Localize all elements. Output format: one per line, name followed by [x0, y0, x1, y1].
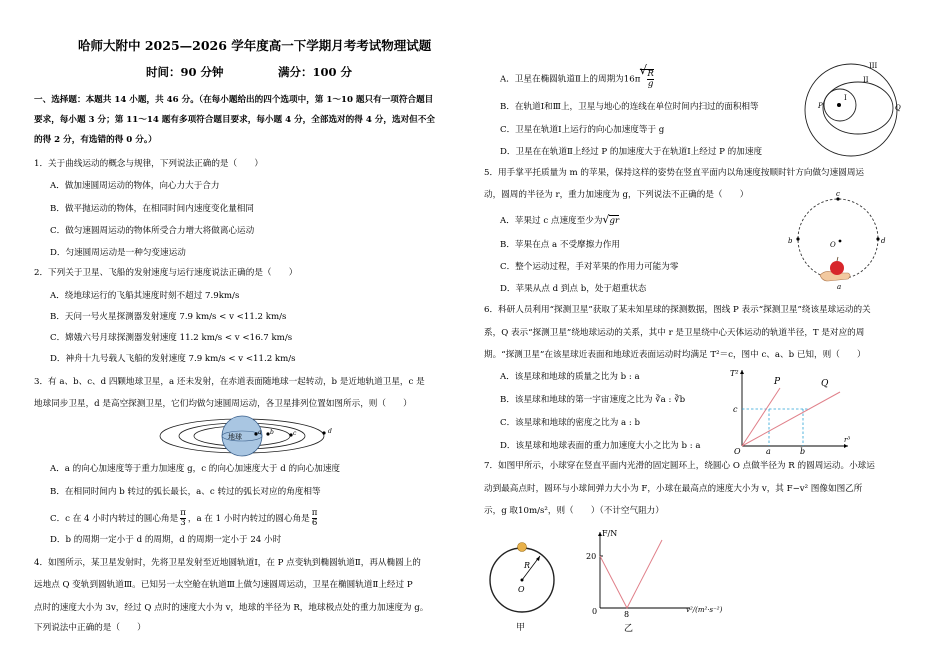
q6-label-T2: T² [730, 369, 739, 378]
q5-option-b: B．苹果在点 a 不受摩擦力作用 [500, 240, 621, 250]
q3-option-c-prefix: C．c 在 4 小时内转过的圆心角是 [50, 514, 179, 524]
q3-label-d: d [328, 428, 332, 435]
section-instructions-1: 一、选择题：本题共 14 小题，共 46 分。（在每小题给出的四个选项中，第 1～10 题只有一项符合题目 [34, 95, 434, 105]
q1-option-d: D．匀速圆周运动是一种匀变速运动 [50, 248, 186, 258]
q1-stem: 1．关于曲线运动的概念与规律，下列说法正确的是（ ） [34, 159, 263, 169]
q5-stem-1: 5．用手掌平托质量为 m 的苹果，保持这样的姿势在竖直平面内以角速度按顺时针方向做匀速圆周运 [484, 168, 865, 178]
q4-label-P: P [818, 102, 823, 110]
q3-earth-label: 地球 [228, 433, 242, 441]
q7-stem-3: 示，g 取10m/s²，则（ ）（不计空气阻力） [484, 506, 664, 516]
q5-stem-2: 动，圆周的半径为 r，重力加速度为 g，下列说法不正确的是（ ） [484, 190, 749, 200]
q3-option-c [50, 509, 319, 528]
q4-stem-1: 4．如图所示，某卫星发射时，先将卫星发射至近地圆轨道Ⅰ，在 P 点变轨到椭圆轨道Ⅱ，再从椭圆上的 [34, 558, 421, 568]
q4-label-II: II [863, 76, 869, 84]
q5-label-b: b [788, 237, 793, 245]
q4-option-c: C．卫星在轨道Ⅰ上运行的向心加速度等于 g [500, 125, 665, 135]
q3-option-d: D．b 的周期一定小于 d 的周期，d 的周期一定小于 24 小时 [50, 535, 282, 545]
q5-radicand: gr [609, 216, 620, 226]
q4-stem-3: 点时的速度大小为 3v，经过 Q 点时的速度大小为 v，地球的半径为 R，地球极点处的重力加速度为 g。 [34, 603, 429, 613]
q6-stem-1: 6．科研人员利用“探测卫星”获取了某未知星球的探测数据，图线 P 表示“探测卫星”绕该星球运动的关 [484, 305, 871, 315]
q6-label-a: a [766, 447, 771, 456]
q4-label-III: III [869, 62, 878, 70]
exam-score: 满分：100 分 [278, 65, 353, 79]
q4-frac-num: R [647, 69, 654, 79]
q7-label-FN: F/N [602, 529, 618, 538]
q3-label-b: b [270, 429, 274, 436]
q1-option-a: A．做加速圆周运动的物体，向心力大于合力 [50, 181, 220, 191]
q7-stem-1: 7．如图甲所示，小球穿在竖直平面内光滑的固定圆环上，绕圆心 O 点做半径为 R 的圆周运动。小球运 [484, 461, 875, 471]
q1-option-b: B．做平抛运动的物体，在相同时间内速度变化量相同 [50, 204, 254, 214]
q7-label-8: 8 [624, 610, 630, 619]
q6-stem-3: 期。“探测卫星”在该星球近表面和地球近表面运动时均满足 T²＝c，图中 c、a、b 已知，则（ ） [484, 350, 866, 360]
q6-label-r3: r³ [844, 436, 851, 444]
q6-option-b: B．该星球和地球的第一宇宙速度之比为 ∛a : ∛b [500, 395, 686, 405]
q7-label-0: 0 [592, 607, 598, 616]
q5-label-d: d [881, 237, 886, 245]
q5-option-c: C．整个运动过程，手对苹果的作用力可能为零 [500, 262, 679, 272]
q4-label-I: I [844, 94, 847, 102]
q6-option-c: C．该星球和地球的密度之比为 a : b [500, 418, 641, 428]
q4-label-Q: Q [895, 104, 901, 112]
right-column [480, 0, 950, 671]
q3-frac2-num: π [311, 508, 318, 518]
q4-frac-den: g [647, 79, 654, 89]
q3-option-a: A．a 的向心加速度等于重力加速度 g，c 的向心加速度大于 d 的向心加速度 [50, 464, 341, 474]
q6-stem-2: 系，Q 表示“探测卫星”绕地球运动的关系，其中 r 是卫星绕中心天体运动的轨道半径，T 是对应的周 [484, 328, 865, 338]
section-instructions-2: 要求，每小题 3 分；第 11～14 题有多项符合题目要求，每小题 4 分，全部选对的得 4 分，选对但不全 [34, 115, 435, 125]
q6-graph-figure [730, 368, 851, 456]
q1-option-c: C．做匀速圆周运动的物体所受合力增大将做离心运动 [50, 226, 255, 236]
q7-label-20: 20 [586, 552, 597, 561]
q3-label-c: c [293, 430, 297, 437]
q4-option-a-prefix: A．卫星在椭圆轨道Ⅱ上的周期为16π [500, 74, 641, 85]
q3-option-b: B．在相同时间内 b 转过的弧长最长，a、c 转过的弧长对应的角度相等 [50, 487, 321, 497]
q6-option-a: A．该星球和地球的质量之比为 b : a [500, 372, 640, 382]
q7-ring-figure [484, 536, 564, 636]
q3-orbit-figure [160, 413, 340, 459]
q5-apple-figure [788, 190, 890, 291]
q3-frac1-den: 3 [180, 518, 186, 528]
q6-label-O: O [734, 447, 741, 456]
q5-label-a: a [837, 283, 842, 291]
section-instructions-3: 的得 2 分，有选错的得 0 分。） [34, 135, 157, 145]
q3-frac2-den: 6 [311, 518, 318, 528]
q2-option-c: C．嫦娥六号月球探测器发射速度 11.2 km/s < v <16.7 km/s [50, 333, 293, 343]
q5-option-a-prefix: A．苹果过 c 点速度至少为 [500, 216, 603, 226]
q6-option-d: D．该星球和地球表面的重力加速度大小之比为 b : a [500, 441, 701, 451]
q6-line-P [742, 388, 780, 446]
exam-time: 时间：90 分钟 [146, 65, 224, 79]
q3-stem-1: 3．有 a、b、c、d 四颗地球卫星，a 还未发射，在赤道表面随地球一起转动，b 是近地轨道卫星，c 是 [34, 377, 425, 387]
q3-stem-2: 地球同步卫星，d 是高空探测卫星，它们均做匀速圆周运动，各卫星排列位置如图所示，则（ ） [34, 399, 412, 409]
q7-label-R: R [524, 561, 531, 570]
q4-option-d: D．卫星在在轨道Ⅱ上经过 P 的加速度大于在轨道Ⅰ上经过 P 的加速度 [500, 147, 763, 157]
q7-label-jia: 甲 [516, 623, 526, 633]
q6-line-Q [742, 392, 840, 446]
q3-option-c-mid: ，a 在 1 小时内转过的圆心角是 [187, 514, 310, 524]
q3-frac1-num: π [180, 508, 186, 518]
q7-label-vaxis: v²/(m²·s⁻²) [686, 606, 723, 614]
q6-label-c: c [733, 405, 738, 414]
q6-label-Q: Q [821, 379, 829, 389]
q7-stem-2: 动到最高点时，圆环与小球间弹力大小为 F，小球在最高点的速度大小为 v，其 F−v² 图像如图乙所 [484, 484, 863, 494]
q6-label-b: b [800, 447, 806, 456]
q7-label-yi: 乙 [624, 624, 634, 634]
q7-label-O: O [518, 585, 525, 594]
q2-stem: 2．下列关于卫星、飞船的发射速度与运行速度说法正确的是（ ） [34, 268, 298, 278]
q2-option-a: A．绕地球运行的飞船其速度时刻不超过 7.9km/s [50, 291, 240, 301]
q5-option-a: A．苹果过 c 点速度至少为√gr [500, 213, 620, 226]
q7-graph-figure [580, 528, 755, 636]
q6-label-P: P [774, 377, 781, 387]
q7-v-line [600, 540, 662, 608]
q4-option-a: A．卫星在椭圆轨道Ⅱ上的周期为16π √ R g [500, 63, 654, 89]
exam-title: 哈师大附中 2025—2026 学年度高一下学期月考考试物理试题 [78, 38, 432, 53]
q4-stem-4: 下列说法中正确的是（ ） [34, 623, 146, 633]
q2-option-d: D．神舟十九号载人飞船的发射速度 7.9 km/s < v <11.2 km/s [50, 354, 296, 364]
q5-label-O: O [830, 241, 836, 249]
q4-stem-2: 远地点 Q 变轨到圆轨道Ⅲ。已知另一太空舱在轨道Ⅲ上做匀速圆周运动，卫星在椭圆轨道Ⅱ上经过 P [34, 580, 413, 590]
q2-option-b: B．天问一号火星探测器发射速度 7.9 km/s < v <11.2 km/s [50, 312, 287, 322]
q5-apple [830, 261, 844, 275]
q4-option-b: B．在轨道Ⅰ和Ⅲ上，卫星与地心的连线在单位时间内扫过的面积相等 [500, 102, 759, 112]
q7-ball [518, 543, 527, 552]
q4-orbit-figure [798, 60, 908, 160]
q5-option-d: D．苹果从点 d 到点 b，处于超重状态 [500, 284, 647, 294]
q5-label-c: c [836, 190, 840, 198]
q3-label-a: a [258, 429, 262, 436]
